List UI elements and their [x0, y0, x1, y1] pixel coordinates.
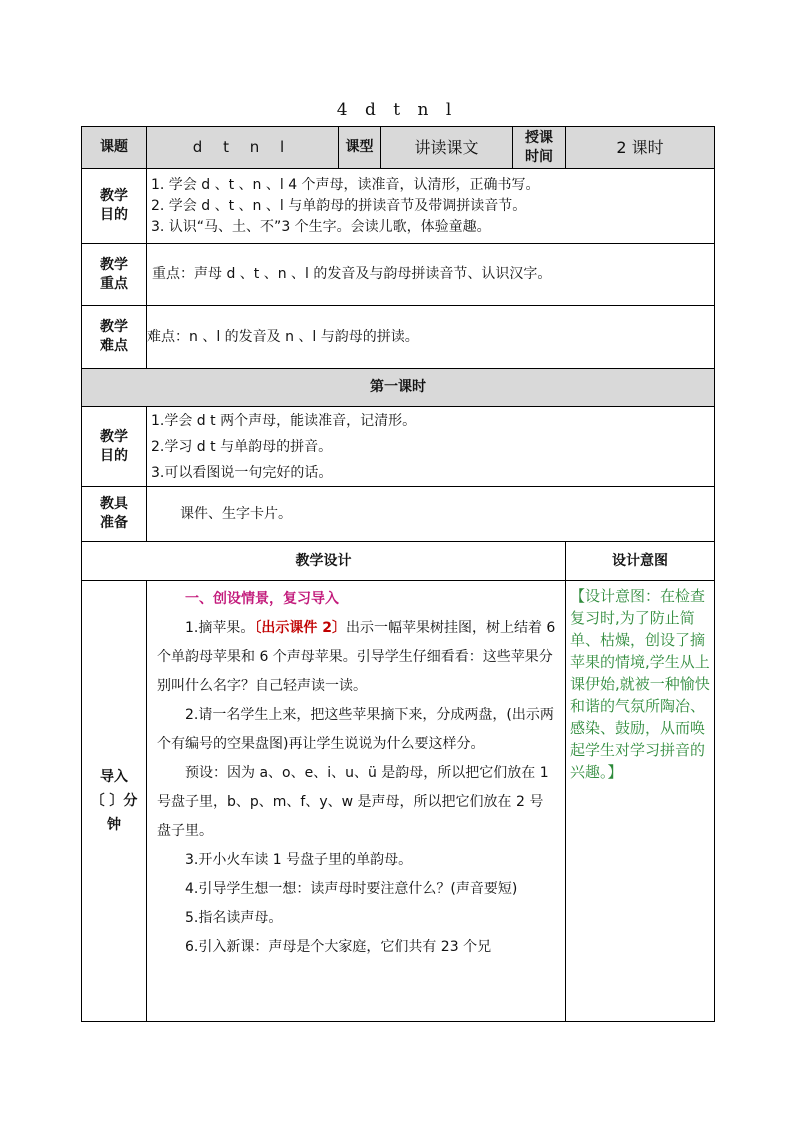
difficulties-text: 难点：n 、l 的发音及 n 、l 与韵母的拼读。 — [147, 306, 715, 369]
goal-item: 3. 认识“马、土、不”3 个生字。会读儿歌，体验童趣。 — [151, 218, 491, 235]
courseware-tag: 〔出示课件 2〕 — [254, 620, 346, 636]
difficulties-label: 教学 难点 — [82, 306, 147, 369]
topic-value: d t n l — [147, 127, 339, 169]
p1-text: 1.摘苹果。 — [185, 620, 255, 636]
type-value: 讲读课文 — [381, 127, 513, 169]
tools-label: 教具 准备 — [82, 487, 147, 542]
design-header: 教学设计 — [82, 542, 566, 581]
key-points-text: 重点：声母 d 、t 、n 、l 的发音及与韵母拼读音节、认识汉字。 — [147, 244, 715, 306]
hours-label: 授课 时间 — [513, 127, 566, 169]
page-title: 4 d t n l — [336, 100, 458, 120]
lesson1-goal-item: 2.学习 d t 与单韵母的拼音。 — [151, 438, 333, 455]
topic-label: 课题 — [82, 127, 147, 169]
goals-list — [147, 169, 715, 244]
intro-paragraph: 5.指名读声母。 — [185, 910, 283, 926]
intro-section-title: 一、创设情景，复习导入 — [185, 591, 339, 607]
key-points-label: 教学 重点 — [82, 244, 147, 306]
intro-paragraph: 预设：因为 a、o、e、i、u、ü 是韵母，所以把它们放在 1 号盘子里，b、p、m、f、y、w 是声母，所以把它们放在 2 号盘子里。 — [157, 765, 549, 839]
intent-header: 设计意图 — [566, 542, 715, 581]
lesson1-goal-item: 1.学会 d t 两个声母，能读准音，记清形。 — [151, 412, 417, 429]
goals-label: 教学 目的 — [82, 169, 147, 244]
p1-rest: 出示一幅苹果树挂图，树上结着 6 个单韵母苹果和 6 个声母苹果。引导学生仔细看看：这些苹果分别叫什么名字？自己轻声读一读。 — [157, 620, 556, 694]
lesson1-goals-label: 教学 目的 — [82, 407, 147, 487]
intro-paragraph — [157, 614, 557, 701]
lesson1-heading: 第一课时 — [82, 369, 715, 407]
lesson1-goal-item: 3.可以看图说一句完好的话。 — [151, 464, 333, 481]
tools-text: 课件、生字卡片。 — [147, 487, 715, 542]
goal-item: 2. 学会 d 、t 、n 、l 与单韵母的拼读音节及带调拼读音节。 — [151, 197, 527, 214]
intro-paragraph: 4.引导学生想一想：读声母时要注意什么？(声音要短) — [185, 881, 518, 897]
intro-body — [147, 581, 566, 1022]
hours-value: 2 课时 — [566, 127, 715, 169]
lesson1-goals-list — [147, 407, 715, 487]
goal-item: 1. 学会 d 、t 、n 、l 4 个声母，读准音，认清形，正确书写。 — [151, 176, 540, 193]
intro-label: 导入 〔 〕分 钟 — [82, 581, 147, 1022]
intro-paragraph: 2.请一名学生上来，把这些苹果摘下来，分成两盘，(出示两个有编号的空果盘图)再让学生说说为什么要这样分。 — [157, 707, 554, 752]
design-intent-note: 【设计意图：在检查复习时,为了防止简单、枯燥，创设了摘苹果的情境,学生从上课伊始,就被一种愉快和谐的气氛所陶冶、感染、鼓励，从而唤起学生对学习拼音的兴趣。】 — [566, 581, 715, 1022]
intro-paragraph: 3.开小火车读 1 号盘子里的单韵母。 — [185, 852, 413, 868]
intro-paragraph: 6.引入新课：声母是个大家庭，它们共有 23 个兄 — [185, 939, 492, 955]
type-label: 课型 — [339, 127, 381, 169]
lesson-plan-table — [81, 126, 715, 1022]
